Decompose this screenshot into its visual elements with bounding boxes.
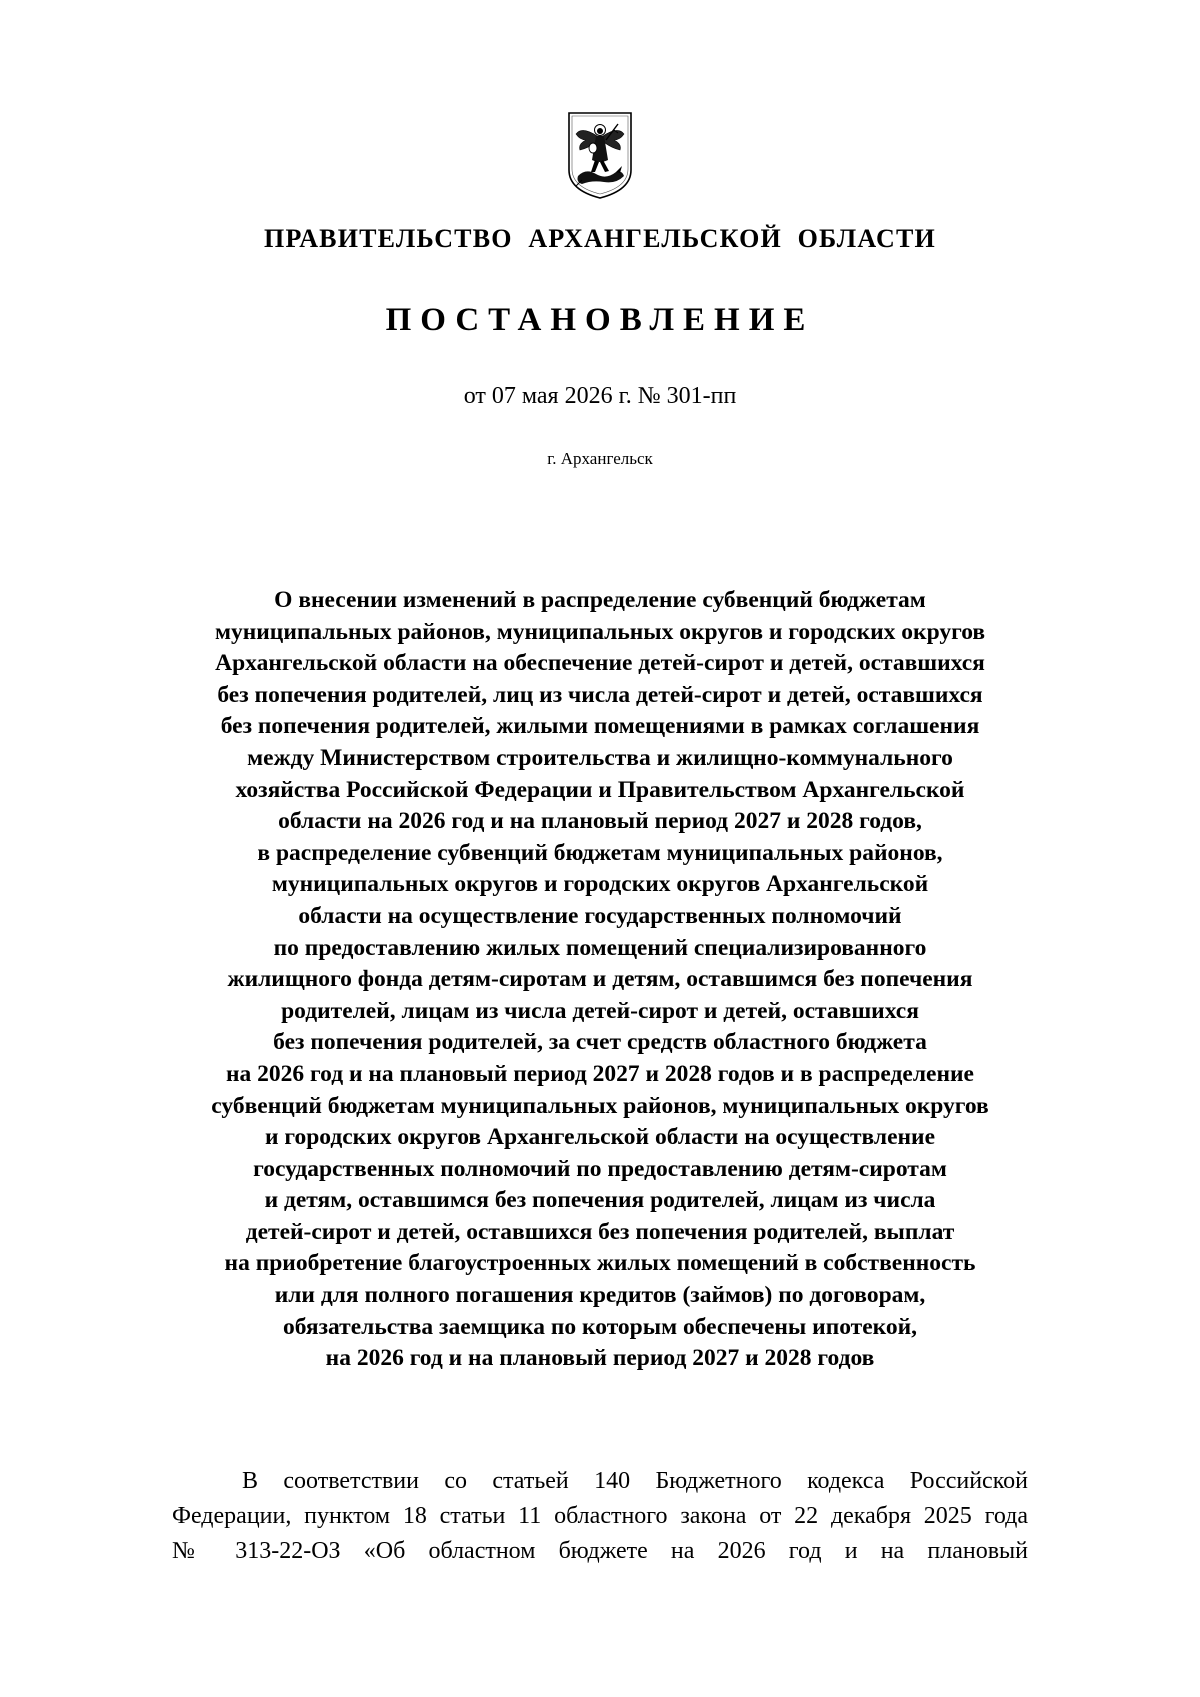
subject-line: муниципальных районов, муниципальных округов и городских округов bbox=[214, 618, 986, 645]
government-name: ПРАВИТЕЛЬСТВО АРХАНГЕЛЬСКОЙ ОБЛАСТИ bbox=[264, 224, 936, 253]
subject-line: и детям, оставшимся без попечения родителей, лицам из числа bbox=[264, 1187, 936, 1214]
arkhangelsk-coat-of-arms-icon bbox=[566, 110, 634, 200]
body-line: Федерации, пунктом 18 статьи 11 областного закона от 22 декабря 2025 года bbox=[172, 1503, 1028, 1529]
document-body bbox=[172, 1464, 1028, 1569]
subject-line: и городских округов Архангельской области на осуществление bbox=[264, 1124, 936, 1151]
subject-line: хозяйства Российской Федерации и Правительством Архангельской bbox=[235, 776, 965, 803]
subject-line: государственных полномочий по предоставлению детям-сиротам bbox=[253, 1155, 947, 1182]
body-line: № 313-22-ОЗ «Об областном бюджете на 2026 год и на плановый bbox=[172, 1538, 1028, 1564]
subject-line: муниципальных округов и городских округов Архангельской bbox=[271, 871, 929, 898]
document-subject bbox=[150, 585, 1050, 1375]
subject-line: без попечения родителей, лиц из числа детей-сирот и детей, оставшихся bbox=[217, 681, 983, 708]
document-type-title: ПОСТАНОВЛЕНИЕ bbox=[385, 302, 815, 338]
body-line: В соответствии со статьей 140 Бюджетного кодекса Российской bbox=[242, 1468, 1028, 1494]
subject-line: субвенций бюджетам муниципальных районов, муниципальных округов bbox=[211, 1092, 989, 1119]
subject-line: без попечения родителей, жилыми помещениями в рамках соглашения bbox=[220, 713, 980, 740]
subject-line: на 2026 год и на плановый период 2027 и 2028 годов bbox=[325, 1345, 875, 1372]
subject-line: или для полного погашения кредитов (займов) по договорам, bbox=[274, 1282, 926, 1309]
document-city: г. Архангельск bbox=[547, 449, 653, 468]
subject-line: родителей, лицам из числа детей-сирот и детей, оставшихся bbox=[281, 997, 919, 1024]
subject-line: без попечения родителей, за счет средств областного бюджета bbox=[273, 1029, 927, 1056]
subject-line: в распределение субвенций бюджетам муниципальных районов, bbox=[257, 839, 943, 866]
subject-line: по предоставлению жилых помещений специализированного bbox=[273, 934, 927, 961]
subject-line: детей-сирот и детей, оставшихся без попечения родителей, выплат bbox=[245, 1218, 955, 1245]
subject-line: между Министерством строительства и жилищно-коммунального bbox=[247, 744, 953, 771]
subject-line: О внесении изменений в распределение субвенций бюджетам bbox=[274, 587, 926, 613]
document-date-number: от 07 мая 2026 г. № 301-пп bbox=[463, 383, 737, 409]
subject-line: обязательства заемщика по которым обеспечены ипотекой, bbox=[282, 1313, 918, 1340]
subject-line: на приобретение благоустроенных жилых помещений в собственность bbox=[224, 1250, 976, 1277]
subject-line: области на осуществление государственных полномочий bbox=[298, 902, 902, 929]
subject-line: на 2026 год и на плановый период 2027 и 2028 годов и в распределение bbox=[226, 1060, 974, 1087]
subject-line: области на 2026 год и на плановый период 2027 и 2028 годов, bbox=[278, 808, 922, 835]
subject-line: Архангельской области на обеспечение детей-сирот и детей, оставшихся bbox=[215, 650, 985, 677]
subject-line: жилищного фонда детям-сиротам и детям, оставшимся без попечения bbox=[227, 966, 973, 993]
